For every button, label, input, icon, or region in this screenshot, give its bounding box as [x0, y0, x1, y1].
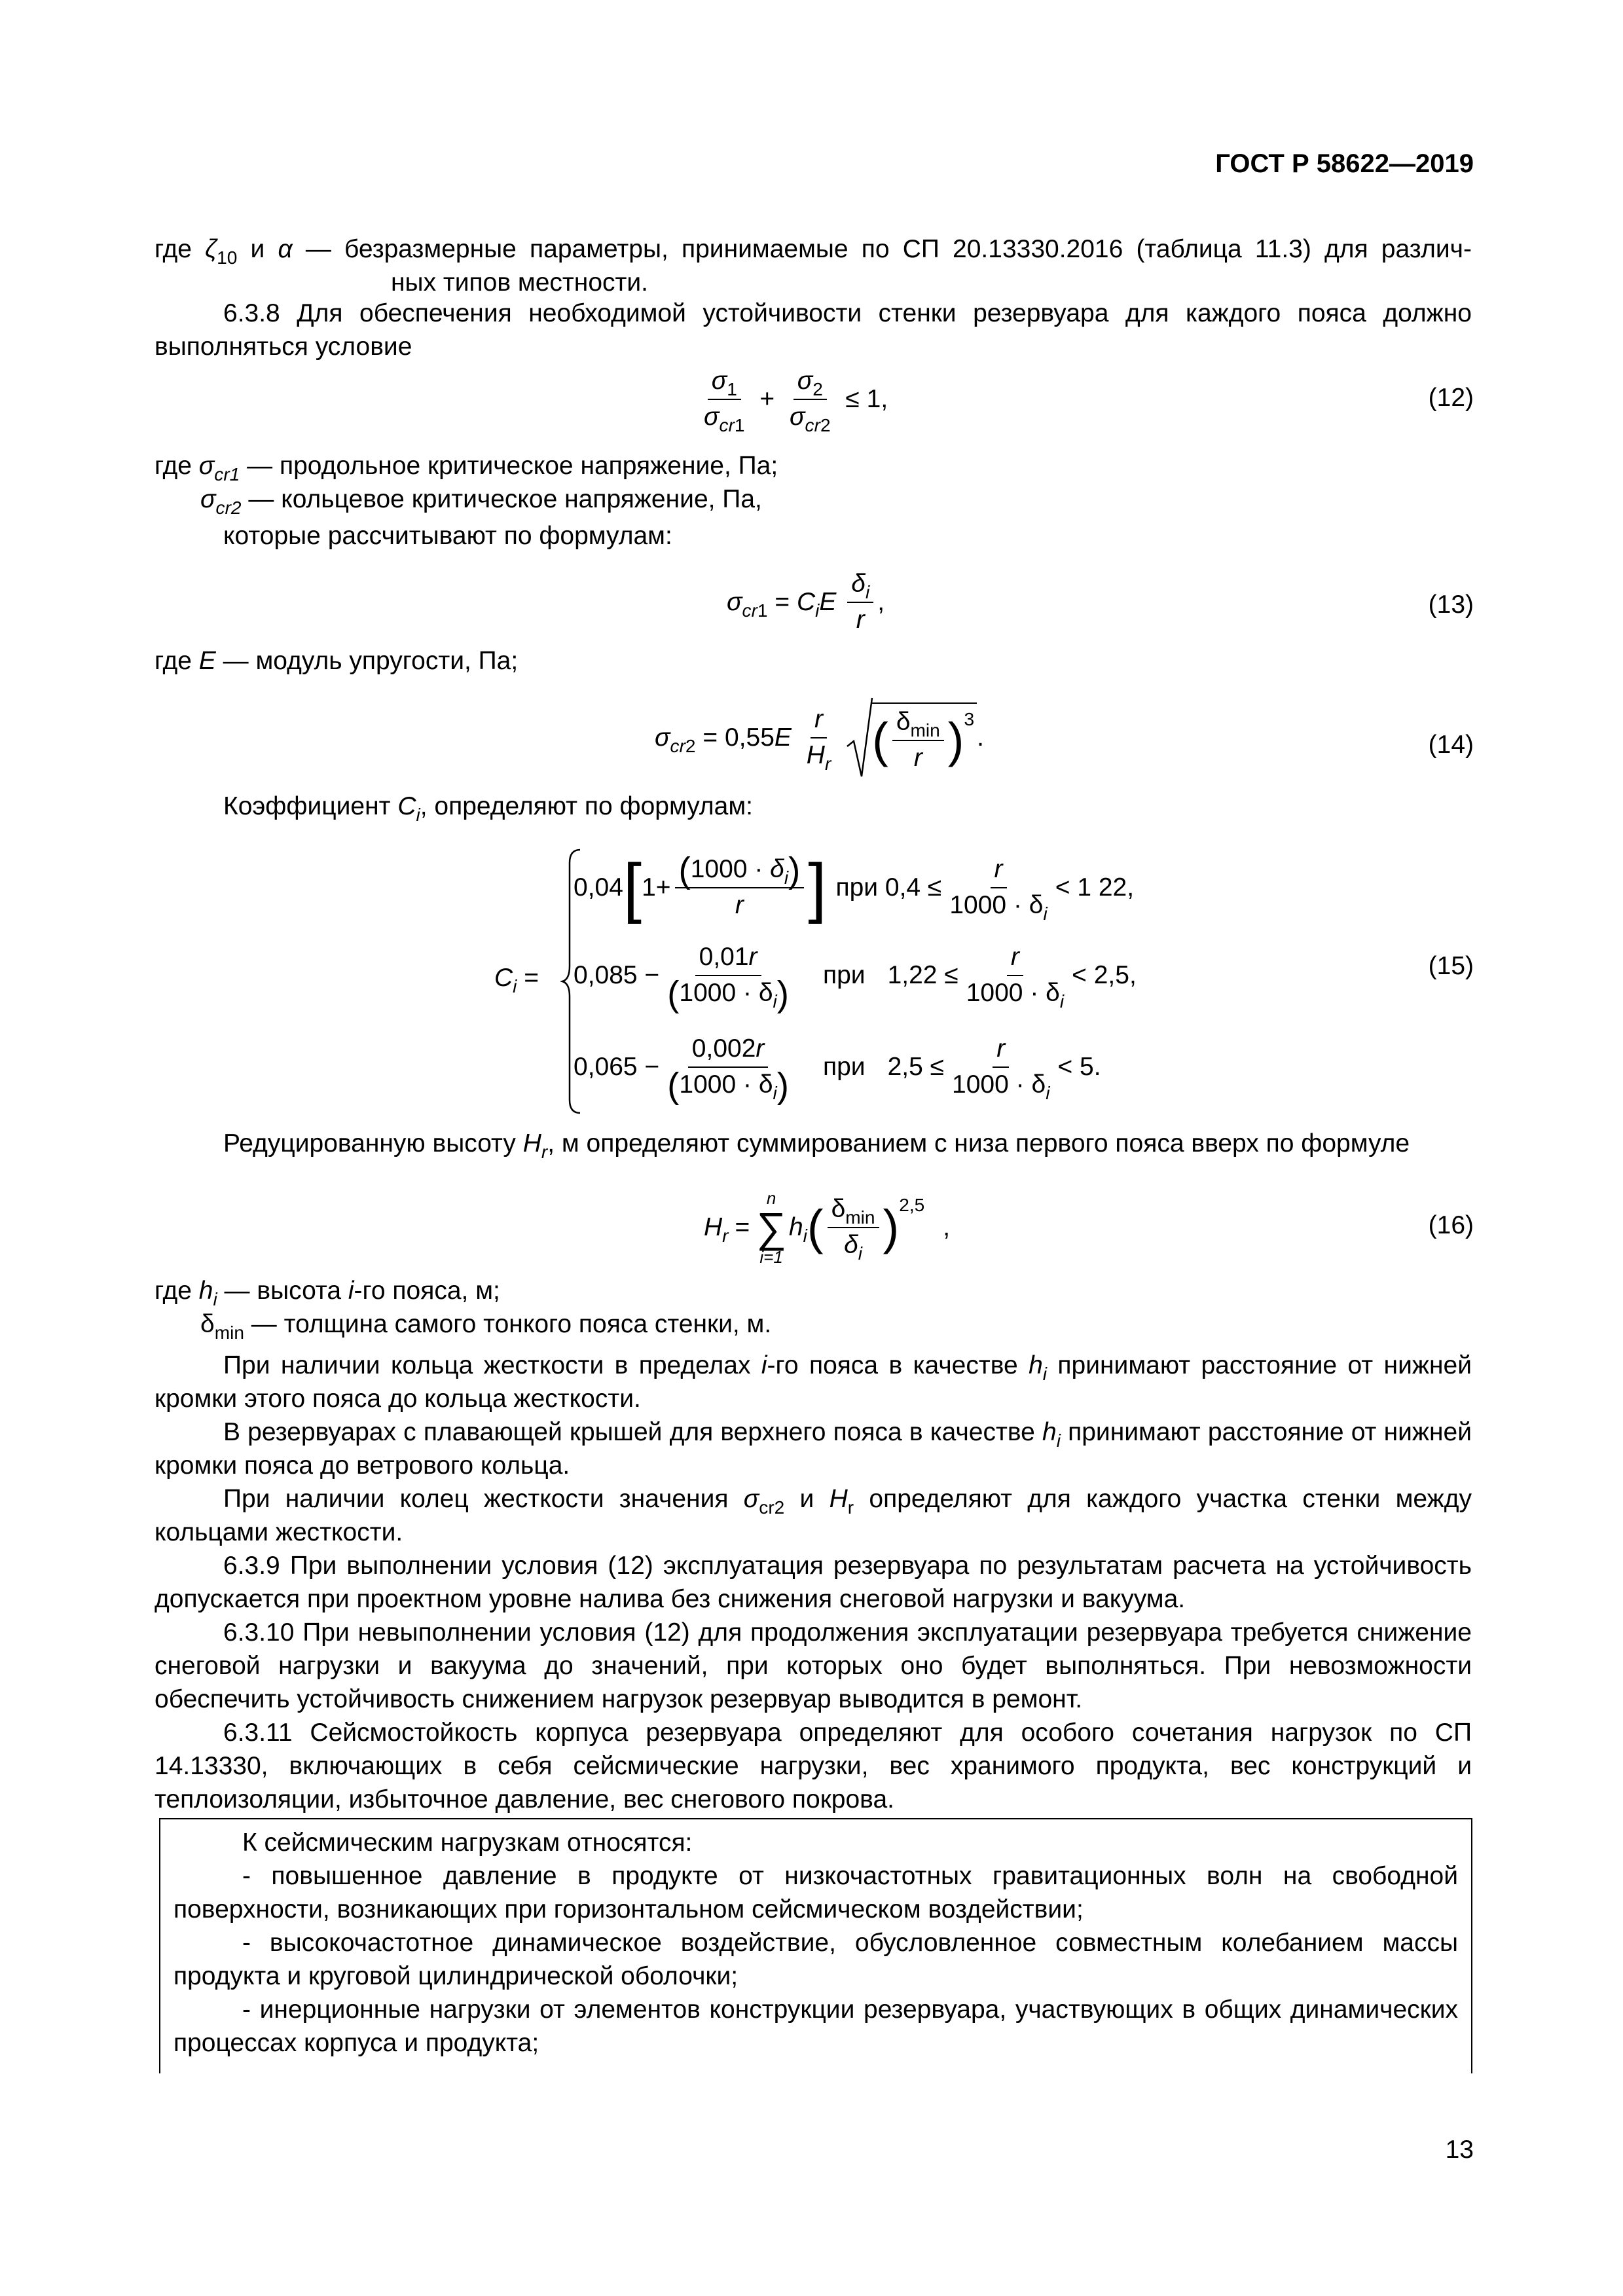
- para-zeta: где $\zeta_{10}$ и α — безразмерные параметры, принимаемые по СП 20.13330.2016 (таблица 11.3) для различ- ных типов местности.: [155, 235, 1472, 297]
- equation-12: $\frac{\sigma_1}{\sigma_{cr1}}$ + $\frac{\sigma_2}{\sigma_{cr2}}$ ≤ 1,: [704, 367, 888, 435]
- document-header: ГОСТ Р 58622—2019: [1215, 149, 1474, 178]
- equation-number-14: (14): [1428, 731, 1474, 759]
- seismic-loads-box: [159, 1818, 1472, 2073]
- body-text: При наличии кольца жесткости в пределах i-го пояса в качестве $h_i$ принимают расстояние от нижней кромки этого пояса до кольца жесткости. В резервуарах с плавающей крышей для верхнего пояса в качестве $h_i$ принимают расстояние от нижней кромки пояса до ветрового кольца. При наличии колец жесткости значения $\sigma_{cr2}$ и $H_r$ определяют для каждого участка стенки между кольцами жесткости. 6.3.9 При выполнении условия (12) эксплуатация резервуара по результатам расчета на устойчивость допускается при проектном уровне налива без снижения снеговой нагрузки и вакуума. 6.3.10 При невыполнении условия (12) для продолжения эксплуатации резервуара требуется снижение снеговой нагрузки и вакуума до значений, при которых оно будет выполняться. При невозможности обеспечить устойчивость снижением нагрузок резервуар выводится в ремонт. 6.3.11 Сейсмостойкость корпуса резервуара определяют для особого сочетания нагрузок по СП 14.13330, включающих в себя сейсмические нагрузки, вес хранимого продукта, вес конструкций и теплоизоляции, избыточное давление, вес снегового покрова.: [155, 1351, 1472, 1813]
- equation-number-16: (16): [1428, 1211, 1474, 1239]
- seismic-item-2: - высокочастотное динамическое воздействие, обусловленное совместным колебанием массы продукта и круговой цилиндрической оболочки;: [173, 1929, 1458, 1990]
- eq15-row3: 0,065 − $\frac{0,002r}{(1000 \cdot \delta_i)}$ при 2,5 ≤ $\frac{r}{1000 \cdot \delta_i}$ < 5.: [574, 1034, 1101, 1106]
- equation-number-13: (13): [1428, 591, 1474, 619]
- def-sigma-cr2: $\sigma_{cr2}$ — кольцевое критическое напряжение, Па,: [200, 485, 762, 518]
- para-6-3-8: 6.3.8 Для обеспечения необходимой устойчивости стенки резервуара для каждого пояса должно выполняться условие: [155, 299, 1472, 361]
- def-delta-min: $\delta_{min}$ — толщина самого тонкого пояса стенки, м.: [200, 1310, 772, 1343]
- equation-13: $\sigma_{cr1} = C_iE$ $\frac{\delta_i}{r}$ ,: [727, 570, 885, 634]
- equation-14: $\sigma_{cr2} = 0,55E$ $\frac{r}{H_r}$ ( $\frac{\delta_{min}}{r}$ )$^3$.: [655, 695, 984, 780]
- which-are-calculated: которые рассчитывают по формулам:: [223, 522, 672, 550]
- reduced-height-intro: Редуцированную высоту $H_r$, м определяют суммированием с низа первого пояса вверх по формуле: [223, 1129, 1410, 1162]
- eq15-row2: 0,085 − $\frac{0,01r}{(1000 \cdot \delta_i)}$ при 1,22 ≤ $\frac{r}{1000 \cdot \delta_i}$ < 2,5,: [574, 943, 1137, 1014]
- sqrt-sign: [846, 695, 875, 780]
- equation-number-12: (12): [1428, 384, 1474, 412]
- eq15-lhs: $C_i$ =: [494, 964, 539, 996]
- coef-intro: Коэффициент $C_i$, определяют по формулам:: [223, 792, 753, 825]
- def-sigma-cr1: где $\sigma_{cr1}$ — продольное критическое напряжение, Па;: [155, 452, 778, 484]
- page-number: 13: [1445, 2136, 1474, 2164]
- equation-number-15: (15): [1428, 952, 1474, 980]
- seismic-item-3: - инерционные нагрузки от элементов конструкции резервуара, участвующих в общих динамических процессах корпуса и продукта;: [173, 1995, 1458, 2057]
- def-E: где E — модуль упругости, Па;: [155, 647, 519, 675]
- seismic-title: К сейсмическим нагрузкам относятся:: [242, 1829, 693, 1857]
- seismic-item-1: - повышенное давление в продукте от низкочастотных гравитационных волн на свободной поверхности, возникающих при горизонтальном сейсмическом воздействии;: [173, 1862, 1458, 1923]
- equation-16: $H_r$ = n ∑ i=1 $h_i$ ( $\frac{\delta_{min}}{\delta_i}$ ) $^{2,5}$ ,: [704, 1188, 951, 1267]
- eq15-row1: 0,04 [ 1+ $\frac{(1000 \cdot \delta_i)}{r}$ ] при 0,4 ≤ $\frac{r}{1000 \cdot \delta_i}$ < 1 22,: [574, 850, 1135, 924]
- def-h-i: где $h_i$ — высота i-го пояса, м;: [155, 1277, 500, 1309]
